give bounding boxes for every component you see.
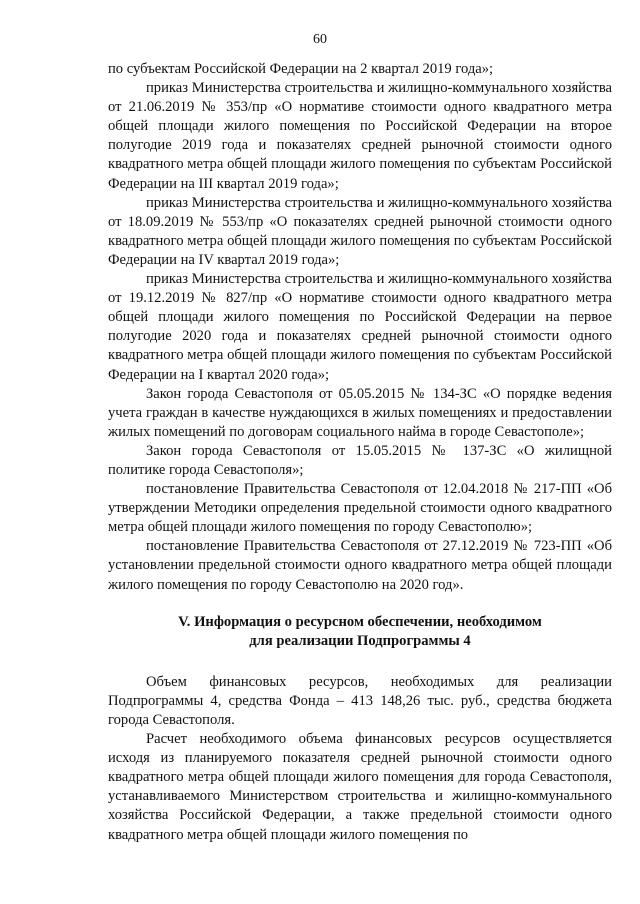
section-heading-line-1: V. Информация о ресурсном обеспечении, необходимом xyxy=(178,613,542,630)
section-heading xyxy=(108,613,612,651)
paragraph-law-134: Закон города Севастополя от 05.05.2015 № 134-ЗС «О порядке ведения учета граждан в качестве нуждающихся в жилых помещениях и предоставлении жилых помещений по договорам социального найма в городе Севастополе»; xyxy=(108,385,612,440)
paragraph-resolution-723: постановление Правительства Севастополя от 27.12.2019 № 723-ПП «Об установлении предельной стоимости одного квадратного метра общей площади жилого помещения по городу Севастополю на 2020 год». xyxy=(108,538,612,593)
paragraph-resolution-217: постановление Правительства Севастополя от 12.04.2018 № 217-ПП «Об утверждении Методики определения предельной стоимости одного квадратного метра общей площади жилого помещения по городу Севастополю»; xyxy=(108,481,612,536)
paragraph-financial-volume: Объем финансовых ресурсов, необходимых для реализации Подпрограммы 4, средства Фонда – 413 148,26 тыс. руб., средства бюджета города Севастополя. xyxy=(108,673,612,728)
section-heading-line-2: для реализации Подпрограммы 4 xyxy=(249,632,471,649)
paragraph-order-827: приказ Министерства строительства и жилищно-коммунального хозяйства от 19.12.2019 № 827/пр «О нормативе стоимости одного квадратного метра общей площади жилого помещения по Российской Федерации на первое полугодие 2020 года и показателях средней рыночной стоимости одного квадратного метра общей площади жилого помещения по субъектам Российской Федерации на I квартал 2020 года»; xyxy=(108,271,612,383)
paragraph-calculation: Расчет необходимого объема финансовых ресурсов осуществляется исходя из планируемого показателя средней рыночной стоимости одного квадратного метра общей площади жилого помещения для города Севастополя, устанавливаемого Министерством строительства и жилищно-коммунального хозяйства Российской Федерации, а также предельной стоимости одного квадратного метра общей площади жилого помещения по xyxy=(108,731,612,843)
paragraph-law-137: Закон города Севастополя от 15.05.2015 № 137-ЗС «О жилищной политике города Севастополя»; xyxy=(108,442,612,478)
page-number: 60 xyxy=(313,32,327,47)
document-body xyxy=(108,60,612,845)
paragraph-order-553: приказ Министерства строительства и жилищно-коммунального хозяйства от 18.09.2019 № 553/пр «О показателях средней рыночной стоимости одного квадратного метра общей площади жилого помещения по субъектам Российской Федерации на IV квартал 2019 года»; xyxy=(108,194,612,268)
paragraph-continuation: по субъектам Российской Федерации на 2 квартал 2019 года»; xyxy=(108,61,494,77)
paragraph-order-353: приказ Министерства строительства и жилищно-коммунального хозяйства от 21.06.2019 № 353/пр «О нормативе стоимости одного квадратного метра общей площади жилого помещения по Российской Федерации на второе полугодие 2019 года и показателях средней рыночной стоимости одного квадратного метра общей площади жилого помещения по субъектам Российской Федерации на III квартал 2019 года»; xyxy=(108,80,612,192)
